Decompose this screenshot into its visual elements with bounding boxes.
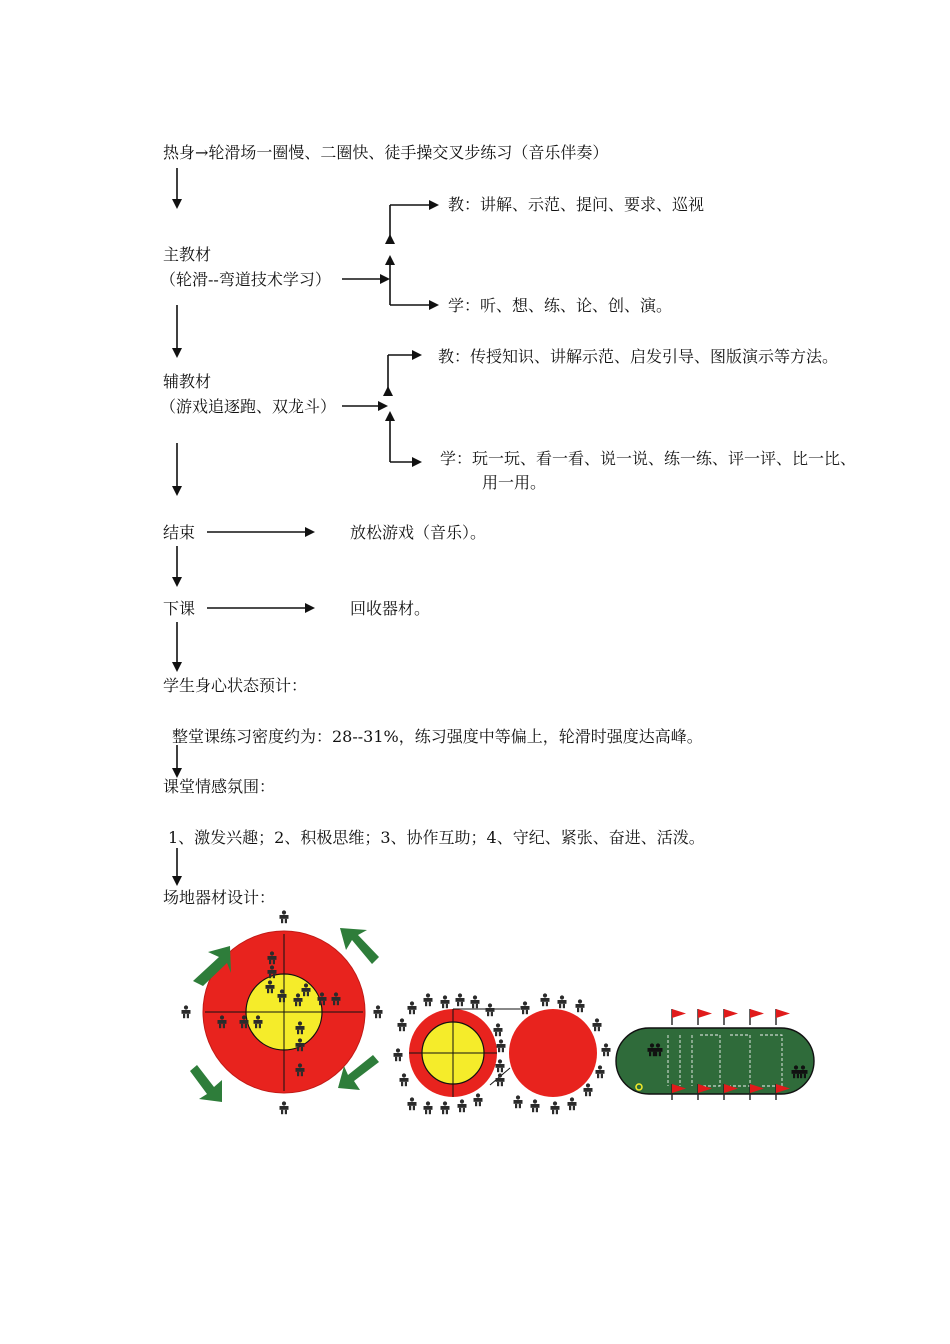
dismiss-description: 回收器材。 xyxy=(350,599,431,618)
main-material-subtitle: （轮滑--弯道技术学习） xyxy=(160,270,331,289)
aux-material-title: 辅教材 xyxy=(163,372,212,391)
aux-learn-methods-line1: 学：玩一玩、看一看、说一说、练一练、评一评、比一比、 xyxy=(440,449,857,468)
main-learn-methods: 学：听、想、练、论、创、演。 xyxy=(448,296,673,315)
venue-title: 场地器材设计： xyxy=(163,888,276,907)
main-material-title: 主教材 xyxy=(163,245,212,264)
target-circle-diagram xyxy=(182,910,383,1114)
main-teach-methods: 教：讲解、示范、提问、要求、巡视 xyxy=(448,195,705,214)
mood-title: 课堂情感氛围： xyxy=(163,777,276,796)
end-description: 放松游戏（音乐）。 xyxy=(350,523,487,542)
aux-teach-methods: 教：传授知识、讲解示范、启发引导、图版演示等方法。 xyxy=(438,347,839,366)
status-text: 整堂课练习密度约为：28--31%，练习强度中等偏上，轮滑时强度达高峰。 xyxy=(172,727,703,746)
green-track xyxy=(616,1028,814,1094)
status-title: 学生身心状态预计： xyxy=(163,676,308,695)
arrow-lower-left-icon xyxy=(190,1065,222,1102)
dismiss-label: 下课 xyxy=(163,599,196,618)
right-red-circle xyxy=(509,1009,597,1097)
aux-material-subtitle: （游戏追逐跑、双龙斗） xyxy=(160,397,337,416)
aux-learn-methods-line2: 用一用。 xyxy=(482,473,547,492)
end-label: 结束 xyxy=(163,523,196,542)
mood-text: 1、激发兴趣；2、积极思维；3、协作互助；4、守纪、紧张、奋进、活泼。 xyxy=(168,828,705,847)
arrow-upper-right-icon xyxy=(340,928,379,964)
top-flags xyxy=(672,1009,790,1025)
warmup-line: 热身→轮滑场一圈慢、二圈快、徒手操交叉步练习（音乐伴奏） xyxy=(163,143,609,162)
relay-track-diagram xyxy=(616,1009,814,1100)
double-circle-diagram xyxy=(394,993,611,1114)
